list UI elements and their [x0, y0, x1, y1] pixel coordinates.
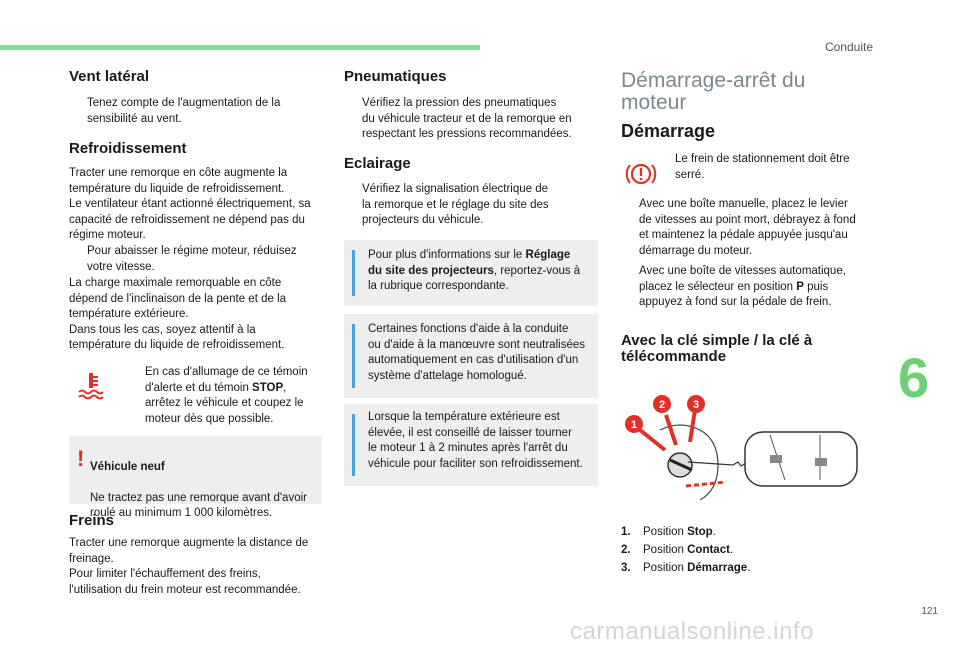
refroidissement-bullet-text: Pour abaisser le régime moteur, réduisez votre vitesse. [87, 245, 297, 273]
vent-bullet-text: Tenez compte de l'augmentation de la sensibilité au vent. [87, 97, 281, 125]
warning-exclamation-icon: ! [77, 446, 85, 471]
legend-value: Stop [687, 526, 713, 538]
eclairage-heading: Eclairage [344, 155, 411, 172]
legend-value: Démarrage [687, 562, 748, 574]
legend-item-2 [621, 544, 733, 556]
svg-text:1: 1 [630, 419, 638, 431]
warning-title: Véhicule neuf [90, 460, 165, 473]
info-box-temperature [344, 404, 598, 486]
svg-text:3: 3 [692, 399, 700, 411]
auto-pre: Avec une boîte de vitesses automatique, placez le sélecteur en position [639, 265, 846, 293]
temoin-text-post: , arrêtez le véhicule et coupez le moteur dès que possible. [145, 381, 304, 425]
parking-brake-text: Le frein de stationnement doit être serré. [675, 153, 850, 181]
info-box-aide-conduite [344, 314, 598, 398]
ignition-key-illustration [620, 390, 865, 510]
pneumatiques-heading: Pneumatiques [344, 68, 447, 85]
eclairage-bullet-text: Vérifiez la signalisation électrique de la remorque et le réglage du site des projecteurs du véhicule. [362, 183, 549, 226]
chapter-number: 6 [898, 346, 930, 409]
legend-item-1 [621, 526, 716, 538]
watermark: carmanualsonline.info [570, 618, 814, 645]
refroidissement-heading: Refroidissement [69, 140, 187, 157]
freins-heading: Freins [69, 512, 115, 529]
manual-gearbox-text: Avec une boîte manuelle, placez le levier de vitesses au point mort, débrayez à fond et maintenez la pédale appuyée jusqu'au démarrage du moteur. [639, 198, 856, 257]
svg-text:2: 2 [658, 399, 666, 411]
legend-value: Contact [687, 544, 730, 556]
section-title: Démarrage-arrêt du moteur [621, 69, 806, 114]
legend-end: . [729, 544, 734, 556]
page-number: 121 [921, 606, 938, 617]
info3-text: Lorsque la température extérieure est élevée, il est conseillé de laisser tourner le moteur 1 à 2 minutes après l'arrêt du véhicule pour faciliter son refroidissement. [368, 411, 583, 470]
legend-number: 2. [621, 544, 631, 556]
key-heading: Avec la clé simple / la clé à télécommande [621, 332, 813, 365]
info-icon [352, 414, 355, 476]
top-accent-bar [0, 45, 480, 50]
freins-text: Tracter une remorque augmente la distance de freinage. Pour limiter l'échauffement des freins, l'utilisation du frein moteur est recommandée. [69, 537, 309, 596]
pneumatiques-bullet-text: Vérifiez la pression des pneumatiques du véhicule tracteur et de la remorque en respectant les pressions recommandées. [362, 97, 572, 140]
info1-bold: Réglage du site des projecteurs [368, 249, 571, 277]
legend-number: 1. [621, 526, 631, 538]
parking-brake-icon [625, 160, 657, 188]
temoin-text-pre: En cas d'allumage de ce témoin d'alerte et du témoin [145, 366, 308, 394]
demarrage-heading: Démarrage [621, 121, 716, 141]
legend-label: Position [643, 544, 688, 556]
auto-bold: P [796, 280, 804, 293]
legend-label: Position [643, 526, 688, 538]
legend-item-3 [621, 562, 750, 574]
legend-end: . [712, 526, 716, 538]
refroidissement-text-2: La charge maximale remorquable en côte dépend de l'inclinaison de la pente et de la température extérieure. Dans tous les cas, soyez attentif à la température du liquide de refroidissement. [69, 277, 287, 351]
legend-label: Position [643, 562, 688, 574]
auto-post: puis appuyez à fond sur la pédale de frein. [639, 280, 832, 308]
legend-number: 3. [621, 562, 631, 574]
warning-box-new-vehicle [69, 436, 322, 519]
info-box-projecteurs [344, 240, 598, 306]
coolant-temperature-warning-icon [76, 370, 106, 400]
vent-lateral-heading: Vent latéral [69, 68, 150, 85]
info-icon [352, 250, 355, 296]
info2-text: Certaines fonctions d'aide à la conduite ou d'aide à la manœuvre sont neutralisées automatiquement en cas d'utilisation d'un système d'attelage homologué. [368, 323, 585, 382]
info-icon [352, 324, 355, 388]
legend-end: . [747, 562, 751, 574]
warning-text: Ne tractez pas une remorque avant d'avoir roulé au minimum 1 000 kilomètres. [90, 491, 307, 519]
info1-pre: Pour plus d'informations sur le [368, 249, 526, 261]
refroidissement-text-1: Tracter une remorque en côte augmente la température du liquide de refroidissement. Le ventilateur étant actionné électriquement, sa capacité de refroidissement ne dépend pas du régime moteur. [69, 167, 311, 241]
chapter-title: Conduite [824, 40, 873, 54]
stop-label: STOP [252, 381, 284, 394]
info1-post: , reportez-vous à la rubrique correspondante. [368, 264, 581, 292]
